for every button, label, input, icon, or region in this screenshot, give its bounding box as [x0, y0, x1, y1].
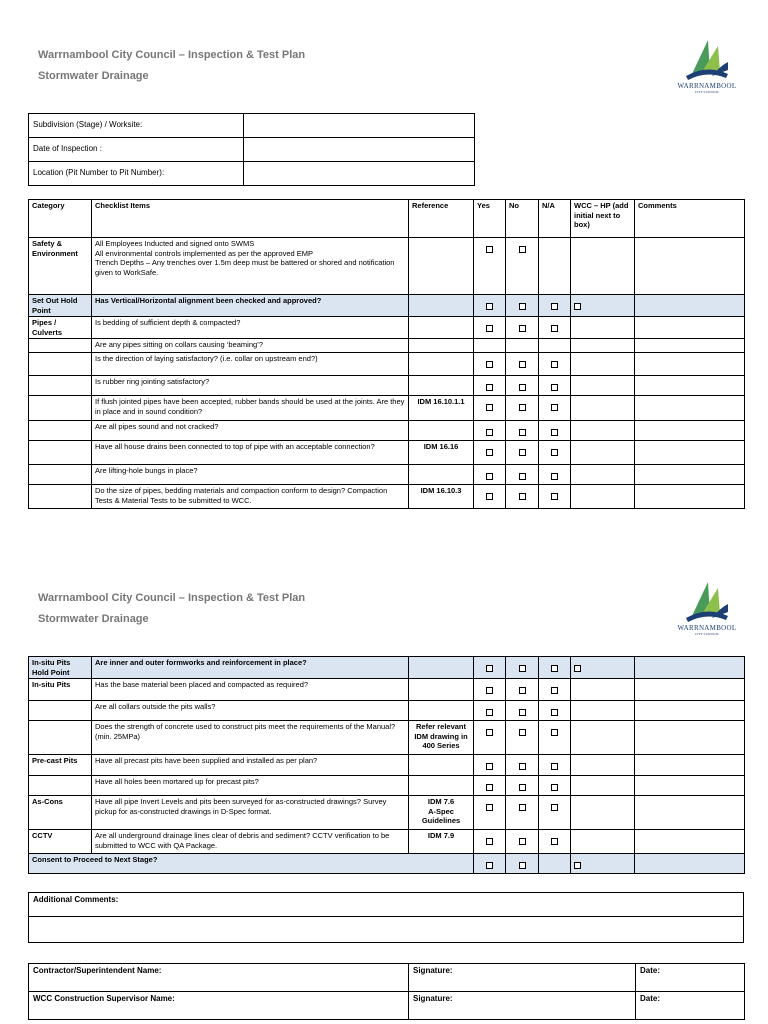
checkbox-yes[interactable]	[486, 784, 493, 791]
checkbox-cell-no	[506, 701, 539, 721]
inspection-info-table	[28, 113, 475, 186]
inspection-date-label: Date of Inspection :	[29, 138, 244, 162]
checkbox-cell-na	[539, 376, 571, 396]
contractor-name-field[interactable]: Contractor/Superintendent Name:	[29, 964, 409, 992]
reference-cell	[409, 295, 474, 317]
checkbox-na[interactable]	[551, 303, 558, 310]
checklist-item-cell: Have all house drains been connected to top of pipe with an acceptable connection?	[92, 441, 409, 465]
checkbox-cell-yes	[474, 295, 506, 317]
reference-cell	[409, 339, 474, 353]
category-cell: Pre-cast Pits	[29, 755, 92, 776]
checkbox-no[interactable]	[519, 384, 526, 391]
category-cell: In-situ Pits Hold Point	[29, 657, 92, 679]
checklist-item-cell: Have all holes been mortared up for precast pits?	[92, 776, 409, 796]
location-label: Location (Pit Number to Pit Number):	[29, 162, 244, 186]
checkbox-yes[interactable]	[486, 449, 493, 456]
checkbox-yes[interactable]	[486, 493, 493, 500]
checkbox-cell-yes	[474, 701, 506, 721]
consent-cell-yes	[474, 854, 506, 874]
checklist-item-cell: All Employees Inducted and signed onto SWMS All environmental controls implemented as per the approved EMP Trench Depths – Any trenches over 1.5m deep must be battered or shored and notification given to WorkSafe.	[92, 238, 409, 295]
checkbox-no[interactable]	[519, 838, 526, 845]
checklist-item-cell: Are inner and outer formworks and reinforcement in place?	[92, 657, 409, 679]
checkbox-cell-na	[539, 353, 571, 376]
checkbox-yes[interactable]	[486, 729, 493, 736]
comments-cell[interactable]	[635, 755, 745, 776]
checkbox-no[interactable]	[519, 325, 526, 332]
checkbox-cell-wcc-hp	[571, 701, 635, 721]
category-cell	[29, 396, 92, 421]
checkbox-yes[interactable]	[486, 838, 493, 845]
checklist-table-page-2	[28, 656, 745, 874]
reference-cell	[409, 755, 474, 776]
comments-cell[interactable]	[635, 796, 745, 830]
checkbox-yes[interactable]	[486, 303, 493, 310]
category-cell	[29, 376, 92, 396]
comments-cell[interactable]	[635, 396, 745, 421]
checkbox-cell-yes	[474, 830, 506, 854]
category-cell: In-situ Pits	[29, 679, 92, 701]
checkbox-na[interactable]	[551, 665, 558, 672]
checklist-row	[29, 441, 745, 465]
checklist-row	[29, 421, 745, 441]
comments-cell[interactable]	[635, 421, 745, 441]
reference-cell	[409, 376, 474, 396]
document-title: Warrnambool City Council – Inspection & Test Plan	[38, 49, 306, 61]
checkbox-wcc-hp[interactable]	[574, 303, 581, 310]
checkbox-cell-no	[506, 485, 539, 509]
checkbox-cell-wcc-hp	[571, 657, 635, 679]
checkbox-no[interactable]	[519, 473, 526, 480]
checkbox-cell-wcc-hp	[571, 796, 635, 830]
contractor-signature-field[interactable]: Signature:	[409, 964, 636, 992]
checkbox-cell-no	[506, 755, 539, 776]
checklist-row	[29, 353, 745, 376]
checkbox-cell-yes	[474, 679, 506, 701]
comments-cell[interactable]	[635, 679, 745, 701]
logo-subtext: CITY COUNCIL	[694, 632, 720, 636]
checkbox-cell-yes	[474, 796, 506, 830]
checkbox-cell-na	[539, 485, 571, 509]
category-cell	[29, 339, 92, 353]
checkbox-na[interactable]	[551, 361, 558, 368]
checkbox-no[interactable]	[519, 763, 526, 770]
checkbox-cell-na	[539, 465, 571, 485]
document-subtitle-page-2: Stormwater Drainage	[38, 613, 149, 625]
logo-wordmark: WARRNAMBOOL	[677, 82, 737, 90]
consent-cell-na	[539, 854, 571, 874]
checklist-row	[29, 238, 745, 295]
checkbox-yes[interactable]	[486, 404, 493, 411]
supervisor-name-field[interactable]: WCC Construction Supervisor Name:	[29, 992, 409, 1020]
checklist-item-cell: Is bedding of sufficient depth & compacted?	[92, 317, 409, 339]
category-cell	[29, 701, 92, 721]
checkbox-cell-yes	[474, 776, 506, 796]
contractor-date-field[interactable]: Date:	[636, 964, 745, 992]
checklist-row	[29, 339, 745, 353]
checkbox-cell-na	[539, 295, 571, 317]
reference-cell	[409, 317, 474, 339]
header-category: Category	[29, 200, 92, 238]
checkbox-cell-yes	[474, 238, 506, 295]
reference-cell	[409, 701, 474, 721]
checkbox-na[interactable]	[551, 429, 558, 436]
reference-cell	[409, 776, 474, 796]
checkbox-cell-yes	[474, 721, 506, 755]
checkbox-cell-na	[539, 421, 571, 441]
reference-cell: IDM 16.10.1.1	[409, 396, 474, 421]
checklist-row	[29, 295, 745, 317]
comments-cell[interactable]	[635, 485, 745, 509]
checklist-row	[29, 679, 745, 701]
checkbox-cell-wcc-hp	[571, 353, 635, 376]
page-header-1	[38, 49, 305, 82]
reference-cell: IDM 16.10.3	[409, 485, 474, 509]
worksite-label: Subdivision (Stage) / Worksite:	[29, 114, 244, 138]
consent-row	[29, 854, 745, 874]
checkbox-cell-yes	[474, 755, 506, 776]
comments-cell[interactable]	[635, 339, 745, 353]
checkbox-no[interactable]	[519, 665, 526, 672]
checkbox-na[interactable]	[551, 838, 558, 845]
checkbox-cell-na	[539, 657, 571, 679]
checkbox-na[interactable]	[551, 404, 558, 411]
checklist-item-cell: Are any pipes sitting on collars causing ‘beaming’?	[92, 339, 409, 353]
checkbox-cell-yes	[474, 657, 506, 679]
category-cell	[29, 421, 92, 441]
checkbox-cell-yes	[474, 421, 506, 441]
checkbox-cell-na	[539, 776, 571, 796]
info-row-worksite	[29, 114, 475, 138]
checkbox-cell-wcc-hp	[571, 465, 635, 485]
checklist-item-cell: Are all underground drainage lines clear of debris and sediment? CCTV verification to be submitted to WCC with QA Package.	[92, 830, 409, 854]
supervisor-date-field[interactable]: Date:	[636, 992, 745, 1020]
category-cell	[29, 776, 92, 796]
comments-cell[interactable]	[635, 465, 745, 485]
checklist-row	[29, 657, 745, 679]
checkbox-yes[interactable]	[486, 804, 493, 811]
checklist-item-cell: Has the base material been placed and compacted as required?	[92, 679, 409, 701]
header-reference: Reference	[409, 200, 474, 238]
checklist-item-cell: Is rubber ring jointing satisfactory?	[92, 376, 409, 396]
checkbox-cell-wcc-hp	[571, 396, 635, 421]
checkbox-no[interactable]	[519, 303, 526, 310]
checkbox-cell-wcc-hp	[571, 485, 635, 509]
checklist-row	[29, 701, 745, 721]
checklist-row	[29, 317, 745, 339]
checkbox-cell-yes	[474, 465, 506, 485]
checklist-item-cell: Has Vertical/Horizontal alignment been checked and approved?	[92, 295, 409, 317]
reference-cell	[409, 679, 474, 701]
checkbox-na[interactable]	[551, 449, 558, 456]
category-cell: As-Cons	[29, 796, 92, 830]
checkbox-cell-wcc-hp	[571, 376, 635, 396]
checkbox-cell-no	[506, 776, 539, 796]
checklist-item-cell: Are all pipes sound and not cracked?	[92, 421, 409, 441]
checkbox-na[interactable]	[551, 493, 558, 500]
checkbox-cell-wcc-hp	[571, 755, 635, 776]
checklist-row	[29, 396, 745, 421]
checkbox-no[interactable]	[519, 784, 526, 791]
checklist-item-cell: Have all precast pits have been supplied and installed as per plan?	[92, 755, 409, 776]
additional-comments-label: Additional Comments:	[29, 893, 744, 917]
consent-comments-cell[interactable]	[635, 854, 745, 874]
checklist-row	[29, 796, 745, 830]
checkbox-cell-na	[539, 721, 571, 755]
additional-comments-table	[28, 892, 744, 943]
checklist-row	[29, 830, 745, 854]
reference-cell	[409, 421, 474, 441]
checkbox-cell-na	[539, 339, 571, 353]
checkbox-cell-no	[506, 396, 539, 421]
checklist-item-cell: If flush jointed pipes have been accepted, rubber bands should be used at the joints. Are they in place and in sound condition?	[92, 396, 409, 421]
checkbox-cell-no	[506, 721, 539, 755]
checkbox-cell-wcc-hp	[571, 317, 635, 339]
checkbox-cell-no	[506, 353, 539, 376]
header-yes: Yes	[474, 200, 506, 238]
checkbox-cell-wcc-hp	[571, 295, 635, 317]
council-logo-page-2	[674, 578, 740, 636]
info-row-location	[29, 162, 475, 186]
checkbox-na[interactable]	[551, 784, 558, 791]
checkbox-cell-na	[539, 396, 571, 421]
logo-subtext: CITY COUNCIL	[694, 90, 720, 94]
reference-cell: IDM 7.6 A-Spec Guidelines	[409, 796, 474, 830]
checkbox-cell-no	[506, 339, 539, 353]
checkbox-no[interactable]	[519, 493, 526, 500]
checkbox-no[interactable]	[519, 246, 526, 253]
reference-cell: IDM 7.9	[409, 830, 474, 854]
checkbox-cell-na	[539, 701, 571, 721]
checklist-row	[29, 465, 745, 485]
comments-cell[interactable]	[635, 441, 745, 465]
checkbox-yes[interactable]	[486, 665, 493, 672]
checkbox-cell-na	[539, 679, 571, 701]
consent-cell-wcc-hp	[571, 854, 635, 874]
checkbox-cell-no	[506, 376, 539, 396]
checklist-row	[29, 755, 745, 776]
checkbox-no[interactable]	[519, 804, 526, 811]
consent-checkbox-wcc-hp[interactable]	[574, 862, 581, 869]
page-header-2	[38, 592, 305, 625]
checkbox-yes[interactable]	[486, 325, 493, 332]
checkbox-cell-yes	[474, 353, 506, 376]
checkbox-cell-na	[539, 796, 571, 830]
checkbox-cell-wcc-hp	[571, 679, 635, 701]
checklist-row	[29, 376, 745, 396]
comments-cell[interactable]	[635, 376, 745, 396]
checkbox-yes[interactable]	[486, 709, 493, 716]
signoff-row-contractor	[29, 964, 745, 992]
logo-wordmark: WARRNAMBOOL	[677, 624, 737, 632]
checkbox-cell-yes	[474, 441, 506, 465]
checkbox-yes[interactable]	[486, 361, 493, 368]
signoff-table	[28, 963, 745, 1020]
supervisor-signature-field[interactable]: Signature:	[409, 992, 636, 1020]
category-cell: CCTV	[29, 830, 92, 854]
additional-comments-field[interactable]	[29, 917, 744, 943]
checkbox-cell-yes	[474, 485, 506, 509]
checkbox-cell-no	[506, 657, 539, 679]
reference-cell: IDM 16.16	[409, 441, 474, 465]
checkbox-cell-na	[539, 238, 571, 295]
document-subtitle: Stormwater Drainage	[38, 70, 149, 82]
info-row-date	[29, 138, 475, 162]
comments-cell[interactable]	[635, 295, 745, 317]
category-cell	[29, 721, 92, 755]
checklist-table-page-1	[28, 199, 745, 509]
checkbox-cell-no	[506, 238, 539, 295]
checkbox-cell-no	[506, 830, 539, 854]
checkbox-no[interactable]	[519, 404, 526, 411]
checklist-row	[29, 776, 745, 796]
checklist-item-cell: Do the size of pipes, bedding materials and compaction conform to design? Compaction Tests & Material Tests to be submitted to WCC.	[92, 485, 409, 509]
council-logo	[674, 36, 740, 94]
checkbox-wcc-hp[interactable]	[574, 665, 581, 672]
checklist-row	[29, 721, 745, 755]
checkbox-cell-yes	[474, 339, 506, 353]
reference-cell	[409, 657, 474, 679]
reference-cell	[409, 353, 474, 376]
checkbox-cell-na	[539, 441, 571, 465]
worksite-field[interactable]	[244, 114, 475, 138]
checkbox-cell-no	[506, 441, 539, 465]
checkbox-cell-yes	[474, 396, 506, 421]
checkbox-na[interactable]	[551, 473, 558, 480]
comments-cell[interactable]	[635, 353, 745, 376]
checkbox-cell-wcc-hp	[571, 776, 635, 796]
checkbox-cell-wcc-hp	[571, 721, 635, 755]
category-cell	[29, 465, 92, 485]
inspection-date-field[interactable]	[244, 138, 475, 162]
checklist-item-cell: Are all collars outside the pits walls?	[92, 701, 409, 721]
checkbox-yes[interactable]	[486, 473, 493, 480]
category-cell	[29, 353, 92, 376]
checklist-item-cell: Are lifting-hole bungs in place?	[92, 465, 409, 485]
checkbox-cell-no	[506, 421, 539, 441]
reference-cell: Refer relevant IDM drawing in 400 Series	[409, 721, 474, 755]
header-no: No	[506, 200, 539, 238]
checklist-header-row	[29, 200, 745, 238]
comments-cell[interactable]	[635, 721, 745, 755]
checkbox-na[interactable]	[551, 804, 558, 811]
checkbox-cell-yes	[474, 317, 506, 339]
checkbox-no[interactable]	[519, 687, 526, 694]
checklist-item-cell: Does the strength of concrete used to construct pits meet the requirements of the Manual? (min. 25MPa)	[92, 721, 409, 755]
category-cell: Pipes / Culverts	[29, 317, 92, 339]
reference-cell	[409, 465, 474, 485]
comments-cell[interactable]	[635, 317, 745, 339]
checkbox-na[interactable]	[551, 763, 558, 770]
consent-label: Consent to Proceed to Next Stage?	[29, 854, 474, 874]
checkbox-cell-no	[506, 317, 539, 339]
checkbox-na[interactable]	[551, 384, 558, 391]
checkbox-cell-wcc-hp	[571, 441, 635, 465]
category-cell: Set Out Hold Point	[29, 295, 92, 317]
checkbox-cell-wcc-hp	[571, 830, 635, 854]
comments-cell[interactable]	[635, 830, 745, 854]
checkbox-yes[interactable]	[486, 246, 493, 253]
location-field[interactable]	[244, 162, 475, 186]
checkbox-na[interactable]	[551, 325, 558, 332]
checklist-row	[29, 485, 745, 509]
signoff-row-supervisor	[29, 992, 745, 1020]
category-cell	[29, 485, 92, 509]
checkbox-cell-no	[506, 295, 539, 317]
header-comments: Comments	[635, 200, 745, 238]
checkbox-na[interactable]	[551, 709, 558, 716]
consent-cell-no	[506, 854, 539, 874]
comments-cell[interactable]	[635, 238, 745, 295]
consent-checkbox-no[interactable]	[519, 862, 526, 869]
checkbox-no[interactable]	[519, 449, 526, 456]
checkbox-cell-na	[539, 830, 571, 854]
checkbox-no[interactable]	[519, 729, 526, 736]
checkbox-cell-na	[539, 755, 571, 776]
document-title-page-2: Warrnambool City Council – Inspection & Test Plan	[38, 592, 306, 604]
sail-logo-icon	[682, 578, 732, 624]
checkbox-yes[interactable]	[486, 763, 493, 770]
checkbox-cell-yes	[474, 376, 506, 396]
checkbox-na[interactable]	[551, 687, 558, 694]
comments-cell[interactable]	[635, 657, 745, 679]
checkbox-yes[interactable]	[486, 429, 493, 436]
header-na: N/A	[539, 200, 571, 238]
checkbox-no[interactable]	[519, 429, 526, 436]
checkbox-no[interactable]	[519, 361, 526, 368]
sail-logo-icon	[682, 36, 732, 82]
checkbox-cell-no	[506, 679, 539, 701]
comments-cell[interactable]	[635, 701, 745, 721]
checkbox-cell-no	[506, 465, 539, 485]
comments-cell[interactable]	[635, 776, 745, 796]
header-checklist-items: Checklist Items	[92, 200, 409, 238]
category-cell: Safety & Environment	[29, 238, 92, 295]
checkbox-na[interactable]	[551, 729, 558, 736]
checklist-item-cell: Have all pipe Invert Levels and pits been surveyed for as-constructed drawings? Survey pickup for as-constructed drawings in D-Spec format.	[92, 796, 409, 830]
checkbox-cell-no	[506, 796, 539, 830]
checkbox-no[interactable]	[519, 709, 526, 716]
checkbox-yes[interactable]	[486, 384, 493, 391]
reference-cell	[409, 238, 474, 295]
consent-checkbox-yes[interactable]	[486, 862, 493, 869]
checkbox-yes[interactable]	[486, 687, 493, 694]
header-wcc-hp: WCC – HP (add initial next to box)	[571, 200, 635, 238]
checkbox-cell-wcc-hp	[571, 238, 635, 295]
checkbox-cell-na	[539, 317, 571, 339]
checkbox-cell-wcc-hp	[571, 339, 635, 353]
category-cell	[29, 441, 92, 465]
checklist-item-cell: Is the direction of laying satisfactory? (i.e. collar on upstream end?)	[92, 353, 409, 376]
checkbox-cell-wcc-hp	[571, 421, 635, 441]
